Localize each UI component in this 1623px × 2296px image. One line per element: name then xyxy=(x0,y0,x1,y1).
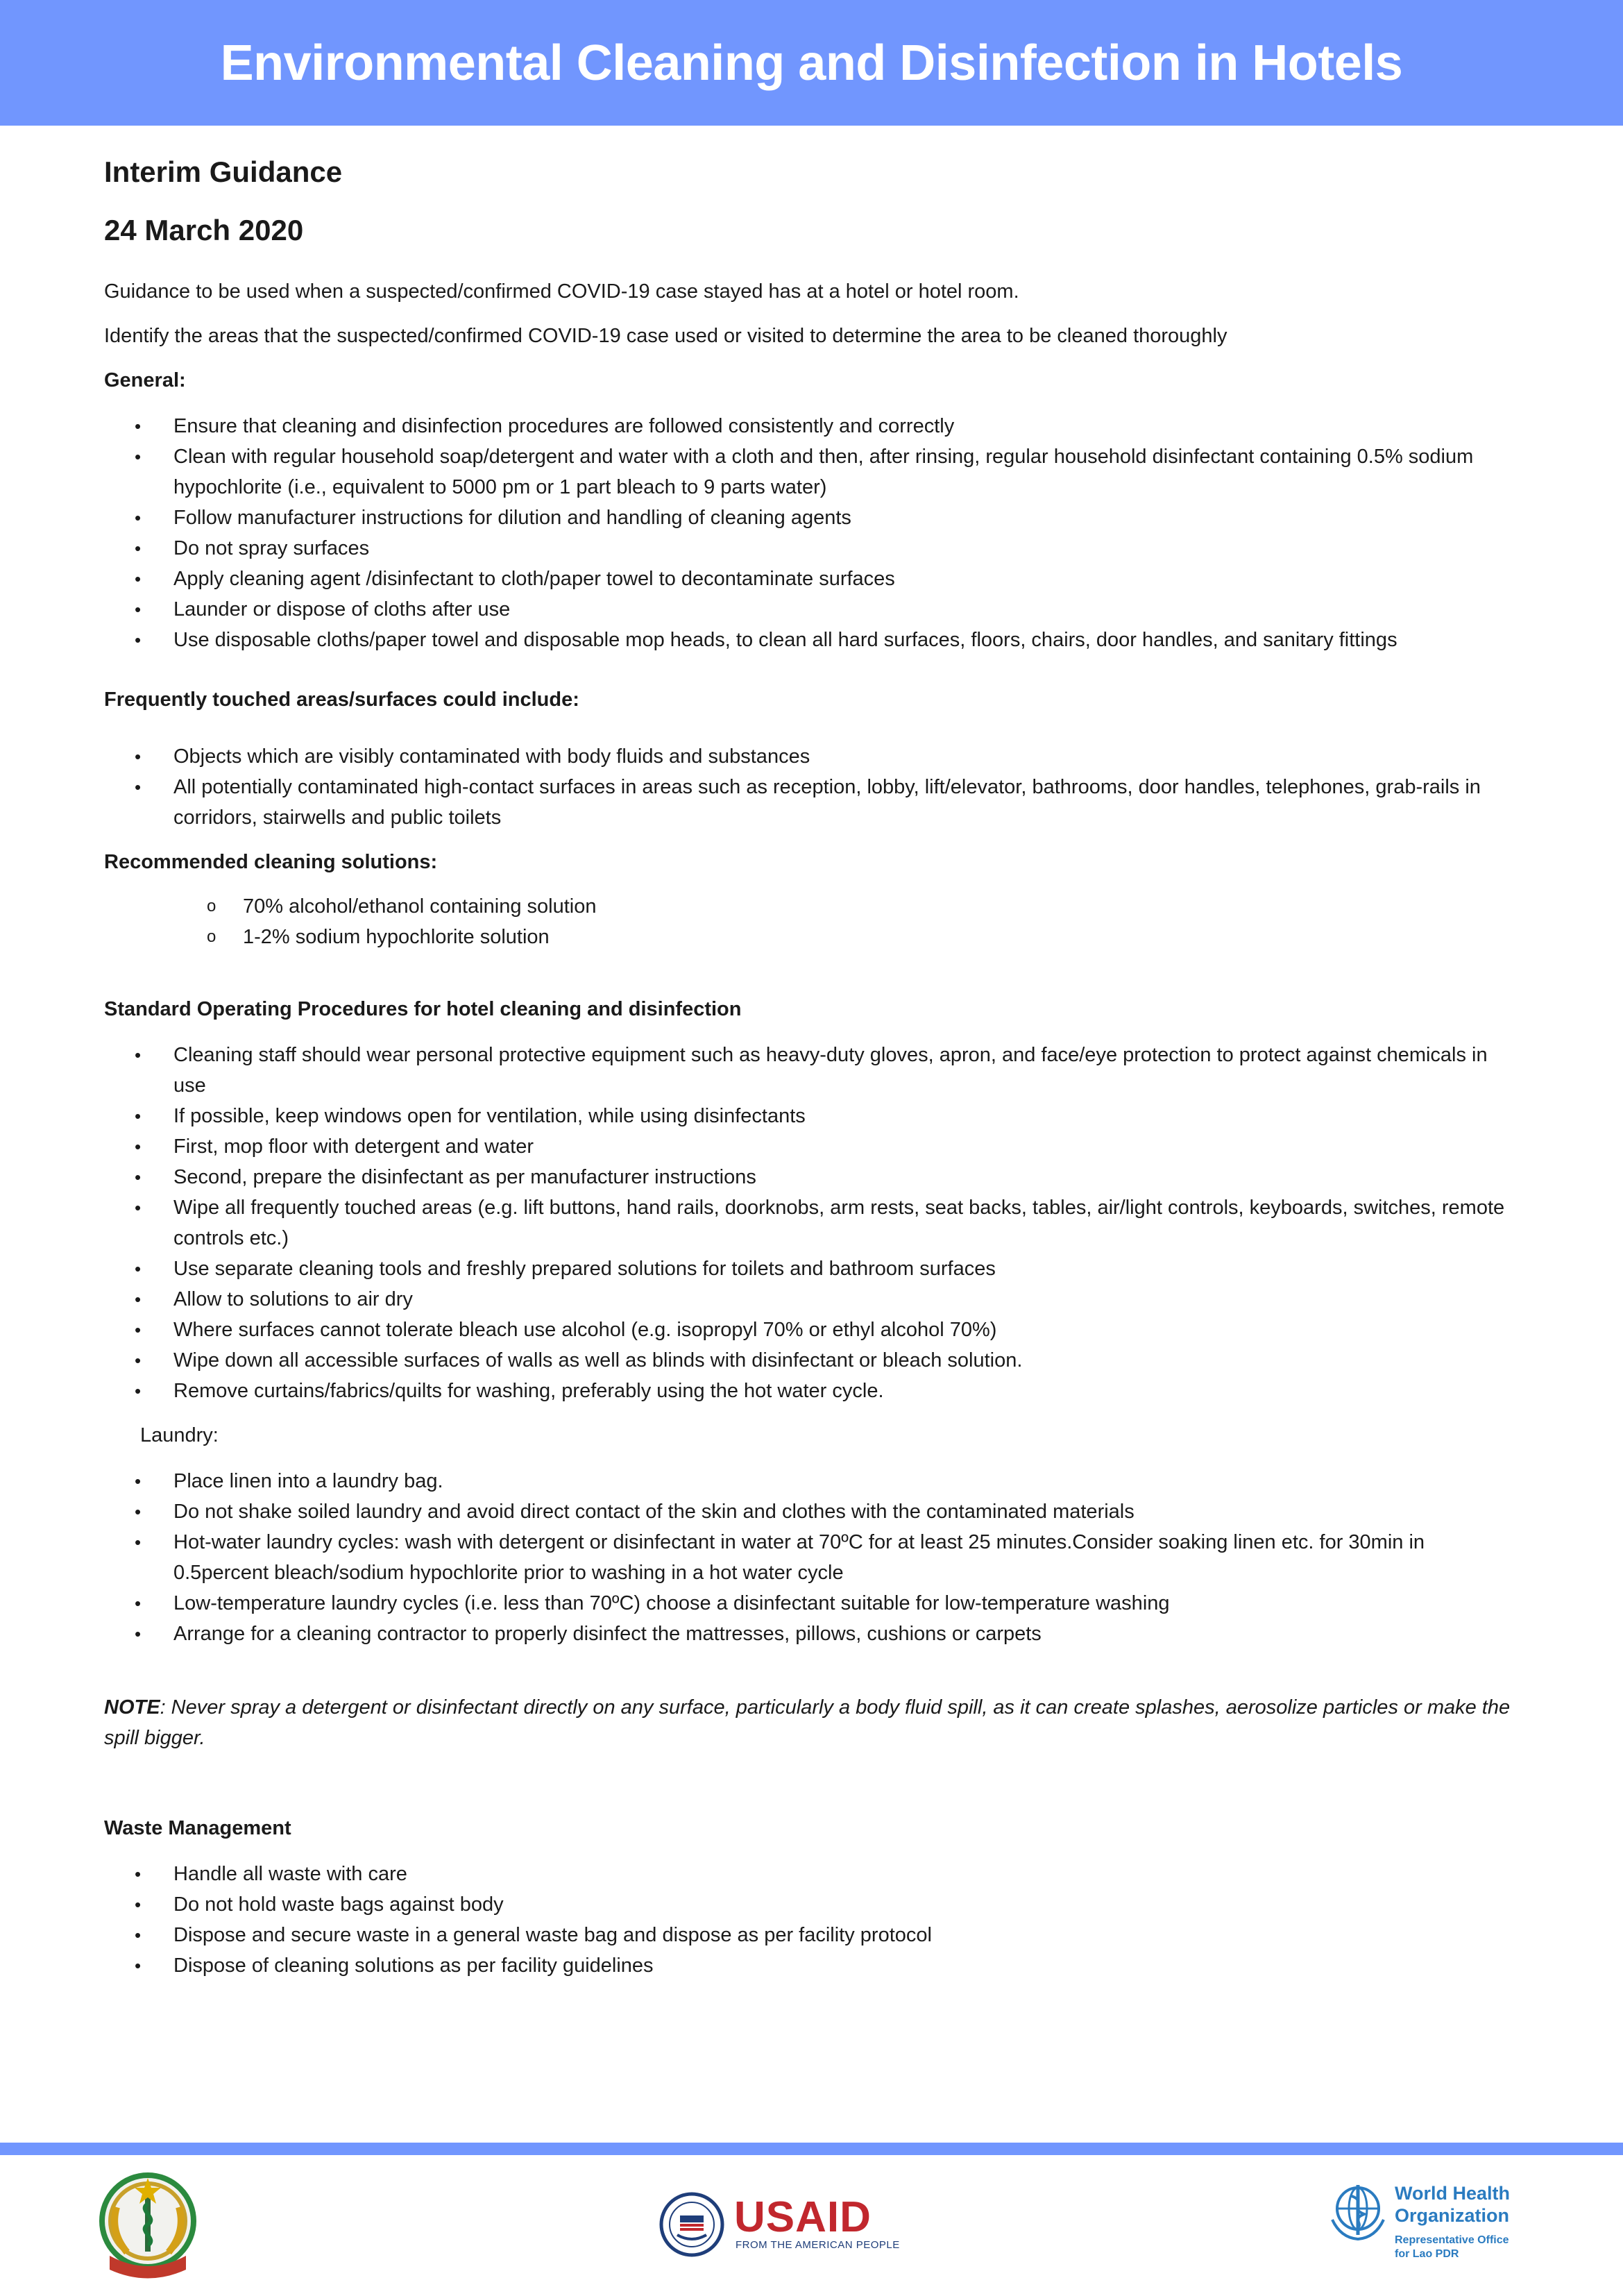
list-item xyxy=(104,1889,1520,1920)
document-body xyxy=(104,139,1520,1981)
list-item xyxy=(104,1950,1520,1981)
list-item-text: Use disposable cloths/paper towel and disposable mop heads, to clean all hard surfaces, floors, chairs, door handles, and sanitary fittings xyxy=(173,629,1397,651)
bullet-icon: • xyxy=(135,1258,142,1279)
list-item-text: Follow manufacturer instructions for dilution and handling of cleaning agents xyxy=(173,507,851,529)
list-item xyxy=(104,1101,1520,1131)
footer-bar xyxy=(0,2143,1623,2155)
solutions-list xyxy=(104,891,1520,952)
bullet-icon: • xyxy=(135,746,142,767)
laundry-list xyxy=(104,1466,1520,1649)
list-item xyxy=(104,1315,1520,1345)
list-item xyxy=(104,1253,1520,1284)
who-office xyxy=(1395,2234,1509,2261)
usaid-tagline: FROM THE AMERICAN PEOPLE xyxy=(736,2239,900,2251)
list-item xyxy=(104,1376,1520,1406)
who-office-line1: Representative Office xyxy=(1395,2234,1509,2246)
list-item-text: Allow to solutions to air dry xyxy=(173,1288,413,1310)
circle-bullet-icon: o xyxy=(207,927,216,946)
bullet-icon: • xyxy=(135,1106,142,1126)
list-item xyxy=(104,441,1520,503)
list-item xyxy=(104,1192,1520,1253)
bullet-icon: • xyxy=(135,1319,142,1340)
bullet-icon: • xyxy=(135,1197,142,1218)
list-item xyxy=(104,1859,1520,1889)
list-item-text: Remove curtains/fabrics/quilts for washing, preferably using the hot water cycle. xyxy=(173,1380,884,1402)
bullet-icon: • xyxy=(135,446,142,467)
page-title: Environmental Cleaning and Disinfection in Hotels xyxy=(220,35,1403,91)
date: 24 March 2020 xyxy=(104,214,304,246)
list-item xyxy=(104,594,1520,625)
bullet-icon: • xyxy=(135,507,142,528)
list-item xyxy=(104,411,1520,441)
list-item-text: Do not spray surfaces xyxy=(173,537,370,559)
who-name xyxy=(1395,2182,1510,2227)
list-item xyxy=(104,503,1520,533)
list-item-text: Clean with regular household soap/detergent and water with a cloth and then, after rinsing, regular household disinfectant containing 0.5% sodium hypochlorite (i.e., equivalent to 5000 pm or 1 part bleach to 9 parts water) xyxy=(173,446,1474,498)
who-emblem-icon xyxy=(1325,2178,1391,2243)
bullet-icon: • xyxy=(135,1894,142,1915)
list-item-text: Second, prepare the disinfectant as per manufacturer instructions xyxy=(173,1166,756,1188)
bullet-icon: • xyxy=(135,1471,142,1492)
list-item-text: Apply cleaning agent /disinfectant to cloth/paper towel to decontaminate surfaces xyxy=(173,568,895,590)
list-item xyxy=(104,1131,1520,1162)
bullet-icon: • xyxy=(135,1864,142,1884)
section-sop-heading: Standard Operating Procedures for hotel cleaning and disinfection xyxy=(104,998,742,1020)
list-item-text: If possible, keep windows open for ventilation, while using disinfectants xyxy=(173,1105,806,1127)
bullet-icon: • xyxy=(135,1289,142,1310)
who-logo xyxy=(1325,2178,1520,2275)
who-name-line2: Organization xyxy=(1395,2205,1510,2226)
list-item xyxy=(104,1040,1520,1101)
bullet-icon: • xyxy=(135,1593,142,1614)
list-item-text: Cleaning staff should wear personal protective equipment such as heavy-duty gloves, apron, and face/eye protection to protect against chemicals in use xyxy=(173,1044,1488,1097)
note-label: NOTE xyxy=(104,1696,160,1719)
waste-list xyxy=(104,1859,1520,1981)
bullet-icon: • xyxy=(135,538,142,559)
list-item-text: Hot-water laundry cycles: wash with detergent or disinfectant in water at 70ºC for at least 25 minutes.Consider soaking linen etc. for 30min in 0.5percent bleach/sodium hypochlorite prior to washing in a hot water cycle xyxy=(173,1531,1425,1584)
bullet-icon: • xyxy=(135,1925,142,1945)
section-waste-heading: Waste Management xyxy=(104,1817,291,1839)
list-item-text: 1-2% sodium hypochlorite solution xyxy=(243,926,550,948)
bullet-icon: • xyxy=(135,1532,142,1553)
list-item-text: Wipe down all accessible surfaces of walls as well as blinds with disinfectant or bleach solution. xyxy=(173,1349,1023,1371)
list-item-text: Dispose and secure waste in a general waste bag and dispose as per facility protocol xyxy=(173,1924,932,1946)
list-item-text: Wipe all frequently touched areas (e.g. lift buttons, hand rails, doorknobs, arm rests, seat backs, tables, air/light controls, keyboards, switches, remote controls etc.) xyxy=(173,1197,1505,1249)
list-item xyxy=(104,533,1520,564)
circle-bullet-icon: o xyxy=(207,897,216,915)
list-item-text: All potentially contaminated high-contact surfaces in areas such as reception, lobby, lift/elevator, bathrooms, door handles, telephones, grab-rails in corridors, stairwells and public toilets xyxy=(173,776,1481,829)
usaid-seal-icon xyxy=(659,2192,724,2257)
list-item-text: Launder or dispose of cloths after use xyxy=(173,598,511,621)
bullet-icon: • xyxy=(135,1350,142,1371)
intro-paragraph-1: Guidance to be used when a suspected/confirmed COVID-19 case stayed has at a hotel or hotel room. xyxy=(104,280,1019,303)
section-solutions-heading: Recommended cleaning solutions: xyxy=(104,851,438,873)
bullet-icon: • xyxy=(135,777,142,797)
list-item-text: Do not shake soiled laundry and avoid direct contact of the skin and clothes with the contaminated materials xyxy=(173,1501,1135,1523)
note-text: : Never spray a detergent or disinfectant directly on any surface, particularly a body fluid spill, as it can create splashes, aerosolize particles or make the spill bigger. xyxy=(104,1696,1511,1749)
subtitle: Interim Guidance xyxy=(104,155,343,188)
bullet-icon: • xyxy=(135,630,142,650)
list-item-text: Dispose of cleaning solutions as per facility guidelines xyxy=(173,1955,654,1977)
note-paragraph xyxy=(104,1692,1520,1753)
section-touched-heading: Frequently touched areas/surfaces could include: xyxy=(104,689,579,711)
bullet-icon: • xyxy=(135,1501,142,1522)
list-item xyxy=(104,1284,1520,1315)
bullet-icon: • xyxy=(135,1167,142,1188)
list-item xyxy=(104,1588,1520,1619)
list-item xyxy=(104,564,1520,594)
intro-paragraph-2: Identify the areas that the suspected/confirmed COVID-19 case used or visited to determine the area to be cleaned thoroughly xyxy=(104,325,1227,347)
sop-list xyxy=(104,1040,1520,1406)
list-item-text: Do not hold waste bags against body xyxy=(173,1893,504,1916)
bullet-icon: • xyxy=(135,1955,142,1976)
general-list xyxy=(104,411,1520,655)
list-item-text: Ensure that cleaning and disinfection procedures are followed consistently and correctly xyxy=(173,415,955,437)
list-item xyxy=(104,1496,1520,1527)
list-item xyxy=(104,1920,1520,1950)
laundry-label: Laundry: xyxy=(140,1424,219,1446)
header-banner xyxy=(0,0,1623,126)
list-item-text: Low-temperature laundry cycles (i.e. less than 70ºC) choose a disinfectant suitable for low-temperature washing xyxy=(173,1592,1170,1614)
list-item xyxy=(104,922,1520,952)
list-item-text: Arrange for a cleaning contractor to properly disinfect the mattresses, pillows, cushions or carpets xyxy=(173,1623,1042,1645)
list-item xyxy=(104,1162,1520,1192)
list-item xyxy=(104,625,1520,655)
list-item-text: Handle all waste with care xyxy=(173,1863,407,1885)
list-item-text: Place linen into a laundry bag. xyxy=(173,1470,443,1492)
touched-list xyxy=(104,741,1520,833)
section-general-heading: General: xyxy=(104,369,186,391)
usaid-logo xyxy=(659,2193,900,2256)
list-item-text: 70% alcohol/ethanol containing solution xyxy=(243,895,597,918)
bullet-icon: • xyxy=(135,599,142,620)
list-item xyxy=(104,891,1520,922)
list-item xyxy=(104,772,1520,833)
bullet-icon: • xyxy=(135,416,142,437)
lao-emblem-icon xyxy=(89,2166,207,2284)
bullet-icon: • xyxy=(135,1045,142,1065)
who-office-line2: for Lao PDR xyxy=(1395,2248,1459,2260)
list-item xyxy=(104,1345,1520,1376)
list-item-text: Use separate cleaning tools and freshly prepared solutions for toilets and bathroom surfaces xyxy=(173,1258,996,1280)
bullet-icon: • xyxy=(135,568,142,589)
bullet-icon: • xyxy=(135,1623,142,1644)
usaid-wordmark: USAID xyxy=(734,2193,872,2241)
list-item xyxy=(104,1527,1520,1588)
list-item-text: Objects which are visibly contaminated with body fluids and substances xyxy=(173,745,810,768)
list-item-text: Where surfaces cannot tolerate bleach use alcohol (e.g. isopropyl 70% or ethyl alcohol 70%) xyxy=(173,1319,997,1341)
list-item xyxy=(104,1619,1520,1649)
list-item xyxy=(104,741,1520,772)
bullet-icon: • xyxy=(135,1381,142,1401)
who-name-line1: World Health xyxy=(1395,2183,1511,2204)
lao-ministry-emblem xyxy=(89,2166,207,2284)
bullet-icon: • xyxy=(135,1136,142,1157)
list-item-text: First, mop floor with detergent and water xyxy=(173,1136,534,1158)
list-item xyxy=(104,1466,1520,1496)
